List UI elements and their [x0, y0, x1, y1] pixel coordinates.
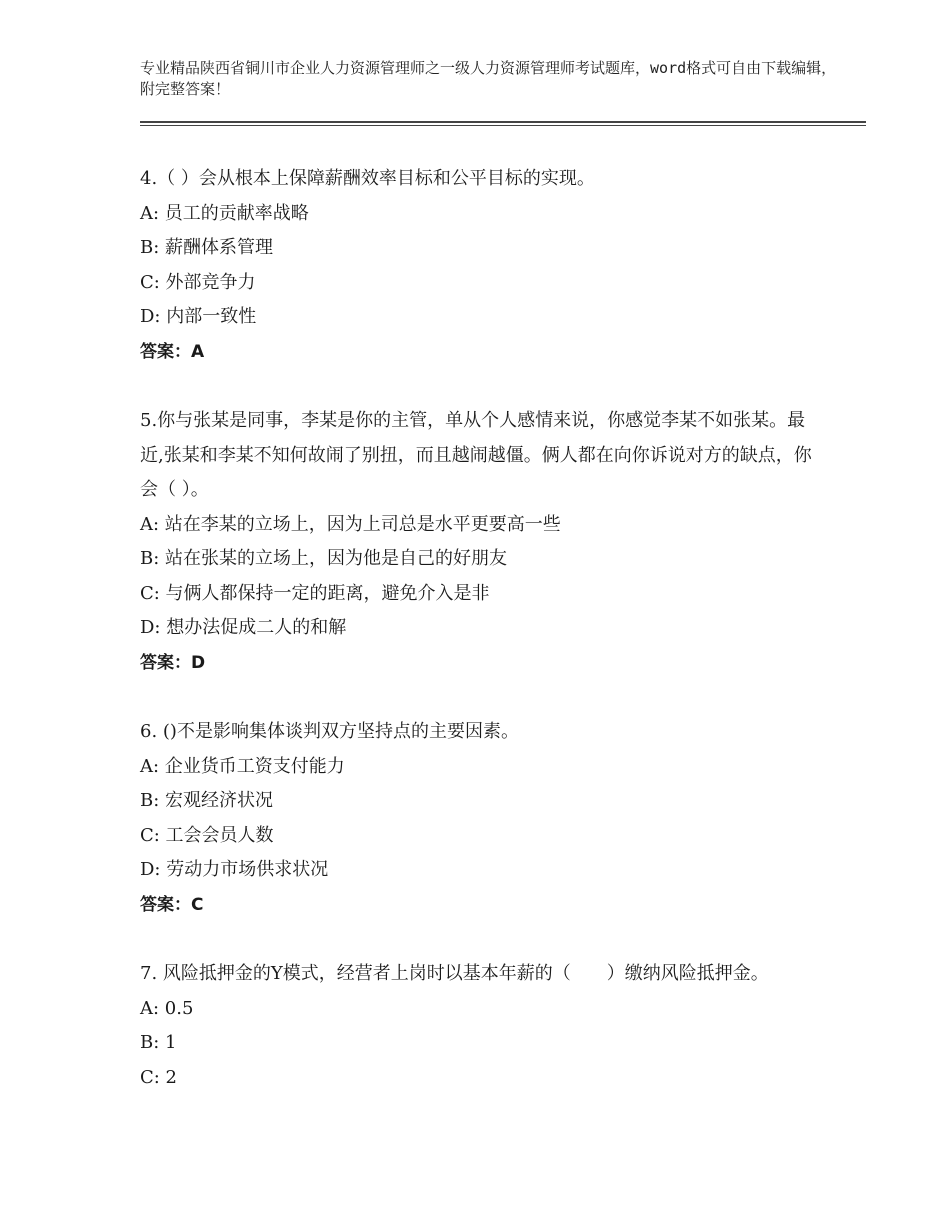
- question-6: [140, 715, 820, 922]
- option-d: D: 内部一致性: [140, 306, 257, 327]
- question-stem: 7. 风险抵押金的Y模式，经营者上岗时以基本年薪的（ ）缴纳风险抵押金。: [140, 963, 769, 984]
- option-d: D: 想办法促成二人的和解: [140, 617, 347, 638]
- question-stem: 6. ()不是影响集体谈判双方坚持点的主要因素。: [140, 721, 519, 742]
- option-d: D: 劳动力市场供求状况: [140, 859, 329, 880]
- answer: 答案：C: [140, 894, 204, 915]
- option-b: B: 站在张某的立场上，因为他是自己的好朋友: [140, 548, 508, 569]
- option-a: A: 员工的贡献率战略: [140, 202, 309, 224]
- option-b: B: 1: [140, 1032, 177, 1053]
- option-a: A: 企业货币工资支付能力: [140, 755, 345, 777]
- option-c: C: 外部竞争力: [140, 271, 256, 293]
- header-rule-thick: [140, 121, 866, 123]
- question-stem: 4.（ ）会从根本上保障薪酬效率目标和公平目标的实现。: [140, 168, 595, 189]
- header-rule-thin: [140, 125, 866, 126]
- option-c: C: 工会会员人数: [140, 824, 274, 846]
- option-c: C: 与俩人都保持一定的距离，避免介入是非: [140, 582, 490, 604]
- document-header: 专业精品陕西省铜川市企业人力资源管理师之一级人力资源管理师考试题库，word格式可自由下载编辑，附完整答案！: [140, 59, 837, 98]
- question-stem: 5.你与张某是同事，李某是你的主管，单从个人感情来说，你感觉李某不如张某。最近,张某和李某不知何故闹了别扭，而且越闹越僵。俩人都在向你诉说对方的缺点，你会（ ）。: [140, 410, 812, 500]
- option-a: A: 站在李某的立场上，因为上司总是水平更要高一些: [140, 513, 561, 535]
- option-b: B: 薪酬体系管理: [140, 237, 274, 258]
- option-b: B: 宏观经济状况: [140, 790, 274, 811]
- option-a: A: 0.5: [140, 997, 194, 1019]
- question-5: [140, 404, 820, 680]
- question-7: [140, 957, 820, 1095]
- option-c: C: 2: [140, 1066, 178, 1088]
- question-list: [140, 162, 820, 1130]
- answer: 答案：A: [140, 341, 205, 362]
- question-4: [140, 162, 820, 369]
- answer: 答案：D: [140, 652, 206, 673]
